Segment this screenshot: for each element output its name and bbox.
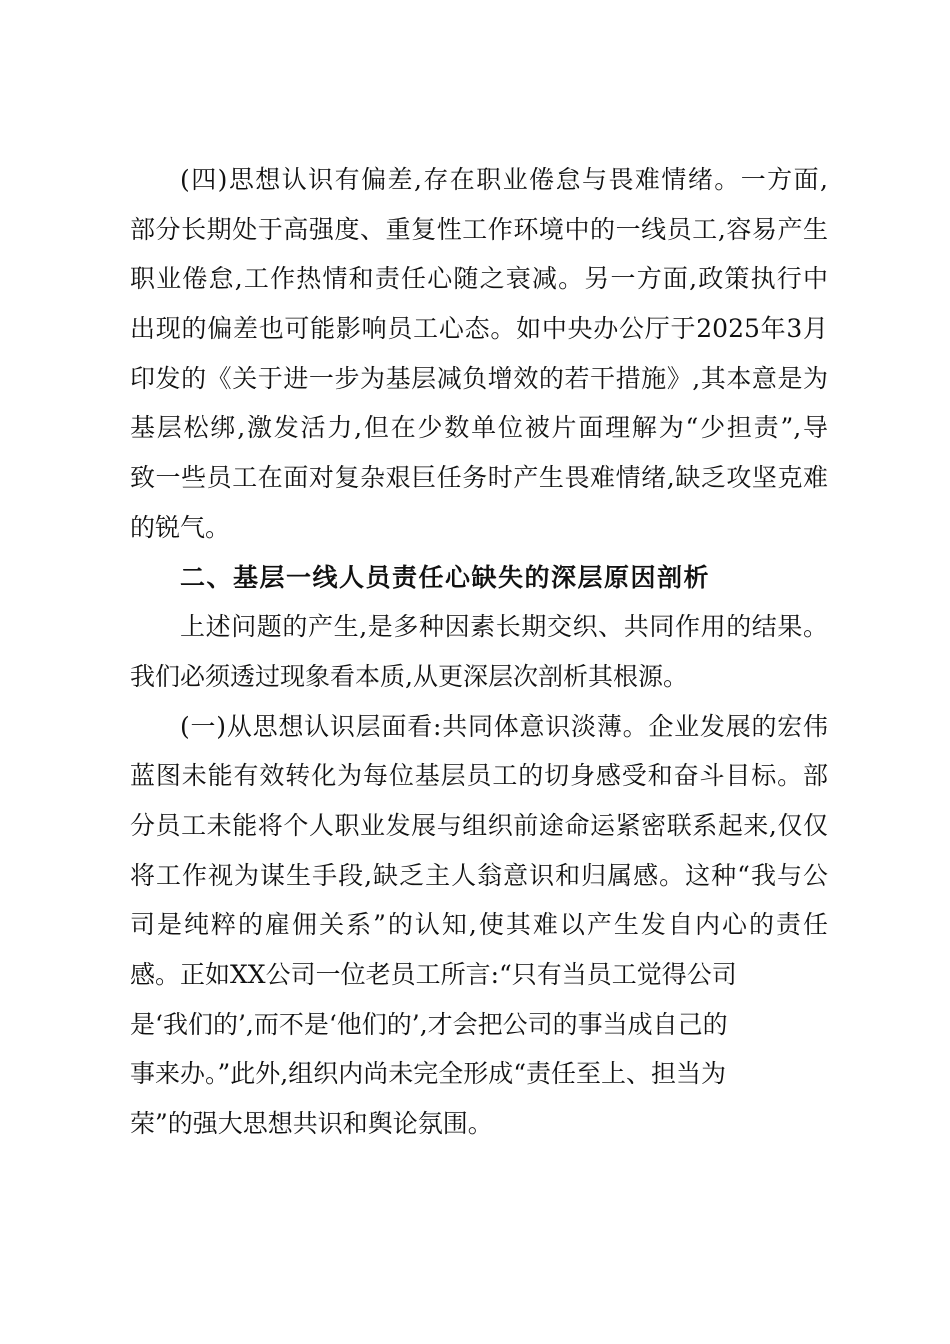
paragraph-line: 印发的《关于进一步为基层减负增效的若干措施》,其本意是为: [130, 363, 828, 393]
paragraph-line: 将工作视为谋生手段,缺乏主人翁意识和归属感。这种“我与公: [130, 860, 828, 890]
paragraph-line: 蓝图未能有效转化为每位基层员工的切身感受和奋斗目标。部: [130, 761, 828, 791]
paragraph-line: 感。正如XX公司一位老员工所言:“只有当员工觉得公司: [130, 960, 737, 989]
paragraph-line: 基层松绑,激发活力,但在少数单位被片面理解为“少担责”,导: [130, 413, 828, 443]
paragraph-line: 是‘我们的’,而不是‘他们的’,才会把公司的事当成自己的: [130, 1009, 728, 1039]
paragraph-line: 荣”的强大思想共识和舆论氛围。: [130, 1109, 493, 1139]
paragraph-section-4: [130, 155, 828, 553]
paragraph-line: 司是纯粹的雇佣关系”的认知,使其难以产生发自内心的责任: [130, 910, 828, 940]
paragraph-line: (一)从思想认识层面看:共同体意识淡薄。企业发展的宏伟: [180, 711, 828, 741]
section-heading: [130, 553, 828, 603]
paragraph-line: 部分长期处于高强度、重复性工作环境中的一线员工,容易产生: [130, 214, 828, 244]
paragraph-line: 我们必须透过现象看本质,从更深层次剖析其根源。: [130, 661, 688, 691]
heading-text: 二、基层一线人员责任心缺失的深层原因剖析: [180, 562, 711, 592]
paragraph-line: 事来办。”此外,组织内尚未完全形成“责任至上、担当为: [130, 1059, 727, 1089]
paragraph-line: 上述问题的产生,是多种因素长期交织、共同作用的结果。: [180, 612, 828, 642]
paragraph-line: (四)思想认识有偏差,存在职业倦怠与畏难情绪。一方面,: [180, 165, 828, 194]
paragraph-section-1: [130, 702, 828, 1149]
document-body: [130, 155, 828, 1149]
paragraph-intro: [130, 602, 828, 701]
paragraph-line: 的锐气。: [130, 512, 231, 542]
paragraph-line: 职业倦怠,工作热情和责任心随之衰减。另一方面,政策执行中: [130, 264, 828, 294]
paragraph-line: 出现的偏差也可能影响员工心态。如中央办公厅于2025年3月: [130, 314, 828, 344]
paragraph-line: 致一些员工在面对复杂艰巨任务时产生畏难情绪,缺乏攻坚克难: [130, 463, 828, 493]
paragraph-line: 分员工未能将个人职业发展与组织前途命运紧密联系起来,仅仅: [130, 810, 828, 840]
